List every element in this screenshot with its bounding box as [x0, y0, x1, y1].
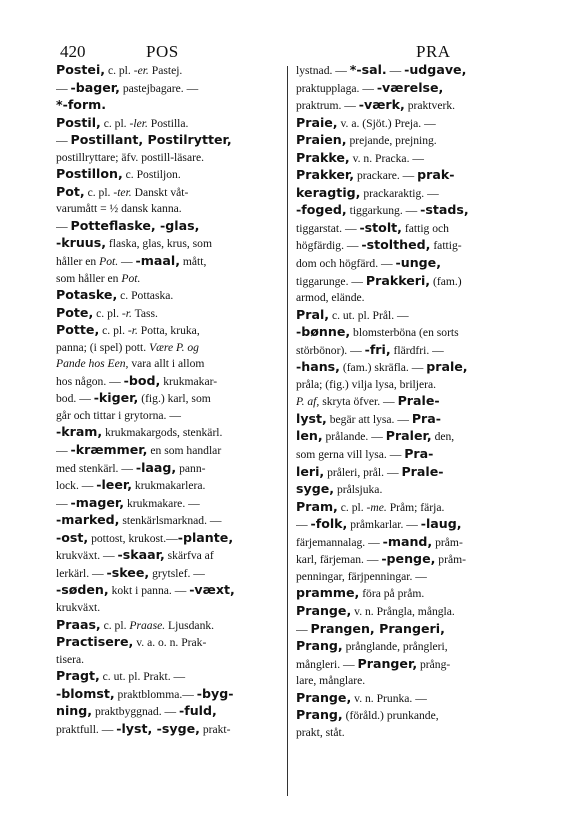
dictionary-line: störbönor). — -fri, flärdfri. —: [296, 341, 444, 357]
dictionary-line: som gerna vill lysa. — Pra-: [296, 446, 434, 462]
dictionary-line: Prang, prånglande, prångleri,: [296, 638, 448, 654]
dictionary-line: håller en Pot. — -maal, mått,: [56, 253, 207, 269]
dictionary-line: pramme, föra på pråm.: [296, 585, 425, 601]
dictionary-line: len, prålande. — Praler, den,: [296, 428, 455, 444]
dictionary-line: armod, elände.: [296, 291, 365, 305]
dictionary-line: Praie, v. a. (Sjöt.) Preja. —: [296, 114, 436, 130]
dictionary-line: bod. — -kiger, (fig.) karl, som: [56, 390, 211, 406]
column-divider: [287, 66, 288, 796]
dictionary-line: praktfull. — -lyst, -syge, prakt-: [56, 720, 231, 736]
dictionary-line: lock. — -leer, krukmakarlera.: [56, 477, 206, 493]
dictionary-line: färjemannalag. — -mand, pråm-: [296, 533, 463, 549]
dictionary-line: som håller en Pot.: [56, 271, 141, 285]
dictionary-line: -kruus, flaska, glas, krus, som: [56, 235, 212, 251]
dictionary-line: Pral, c. ut. pl. Prål. —: [296, 306, 409, 322]
dictionary-line: varumått = ½ dansk kanna.: [56, 202, 182, 216]
dictionary-line: -søden, kokt i panna. — -væxt,: [56, 582, 235, 598]
dictionary-line: keragtig, prackaraktig. —: [296, 184, 439, 200]
dictionary-line: postillryttare; äfv. postill-läsare.: [56, 150, 204, 164]
dictionary-line: -marked, stenkärlsmarknad. —: [56, 512, 222, 528]
dictionary-line: Pragt, c. ut. pl. Prakt. —: [56, 668, 186, 684]
dictionary-line: Prakker, prackare. — prak-: [296, 167, 455, 183]
dictionary-line: prakt, ståt.: [296, 725, 345, 739]
dictionary-line: panna; (i spel) pott. Være P. og: [56, 340, 199, 354]
dictionary-line: högfärdig. — -stolthed, fattig-: [296, 237, 462, 253]
dictionary-line: lyst, begär att lysa. — Pra-: [296, 410, 441, 426]
dictionary-line: Postil, c. pl. -ler. Postilla.: [56, 114, 189, 130]
dictionary-line: lare, månglare.: [296, 674, 366, 688]
dictionary-line: Praien, prejande, prejning.: [296, 132, 437, 148]
dictionary-line: — -kræmmer, en som handlar: [56, 442, 222, 458]
dictionary-line: -bønne, blomsterböna (en sorts: [296, 324, 459, 340]
dictionary-line: Prakke, v. n. Pracka. —: [296, 149, 424, 165]
dictionary-line: praktrum. — -værk, praktverk.: [296, 97, 456, 113]
dictionary-line: tiggarstat. — -stolt, fattig och: [296, 219, 449, 235]
dictionary-line: Prang, (föråld.) prunkande,: [296, 707, 439, 723]
right-column: [296, 62, 521, 741]
dictionary-line: Practisere, v. a. o. n. Prak-: [56, 634, 207, 650]
dictionary-line: — -folk, pråmkarlar. — -laug,: [296, 516, 462, 532]
dictionary-line: pråla; (fig.) vilja lysa, briljera.: [296, 377, 437, 391]
dictionary-line: dom och högfärd. — -unge,: [296, 255, 441, 271]
dictionary-line: Postillon, c. Postiljon.: [56, 166, 181, 182]
dictionary-line: Pram, c. pl. -me. Pråm; färja.: [296, 498, 445, 514]
dictionary-line: praktupplaga. — -værelse,: [296, 79, 444, 95]
dictionary-line: -hans, (fam.) skräfla. — prale,: [296, 359, 468, 375]
dictionary-line: syge, prålsjuka.: [296, 481, 383, 497]
dictionary-line: mångleri. — Pranger, prång-: [296, 655, 451, 671]
dictionary-line: Pande hos Een, vara allt i allom: [56, 357, 205, 371]
dictionary-line: Prange, v. n. Prångla, mångla.: [296, 602, 455, 618]
running-head-right: PRA: [416, 42, 451, 61]
left-column: [56, 62, 281, 738]
dictionary-line: *-form.: [56, 97, 107, 113]
dictionary-line: Pot, c. pl. -ter. Danskt våt-: [56, 183, 189, 199]
dictionary-line: — -bager, pastejbagare. —: [56, 79, 199, 95]
dictionary-line: tiggarunge. — Prakkeri, (fam.): [296, 272, 462, 288]
running-head-left: POS: [146, 42, 179, 61]
dictionary-line: -blomst, praktblomma.— -byg-: [56, 685, 234, 701]
dictionary-line: penningar, färjpenningar. —: [296, 569, 427, 583]
dictionary-line: P. af, skryta öfver. — Prale-: [296, 393, 440, 409]
dictionary-line: leri, pråleri, prål. — Prale-: [296, 463, 444, 479]
dictionary-line: karl, färjeman. — -penge, pråm-: [296, 551, 466, 567]
page-number: 420: [60, 42, 86, 61]
dictionary-line: lerkärl. — -skee, grytslef. —: [56, 564, 205, 580]
dictionary-line: Postei, c. pl. -er. Pastej.: [56, 62, 183, 77]
dictionary-line: krukväxt.: [56, 600, 101, 614]
dictionary-line: lystnad. — *-sal. — -udgave,: [296, 62, 467, 77]
dictionary-line: Potaske, c. Pottaska.: [56, 287, 174, 303]
dictionary-line: Prange, v. n. Prunka. —: [296, 689, 427, 705]
dictionary-line: tisera.: [56, 652, 85, 666]
dictionary-line: -foged, tiggarkung. — -stads,: [296, 202, 469, 218]
dictionary-line: — Prangen, Prangeri,: [296, 620, 445, 636]
dictionary-line: Praas, c. pl. Praase. Ljusdank.: [56, 616, 215, 632]
dictionary-line: -kram, krukmakargods, stenkärl.: [56, 424, 223, 440]
dictionary-line: — -mager, krukmakare. —: [56, 494, 200, 510]
dictionary-line: -ost, pottost, krukost.—-plante,: [56, 529, 234, 545]
dictionary-line: krukväxt. — -skaar, skärfva af: [56, 547, 214, 563]
dictionary-line: ning, praktbyggnad. — -fuld,: [56, 703, 217, 719]
dictionary-line: hos någon. — -bod, krukmakar-: [56, 372, 218, 388]
dictionary-line: — Postillant, Postilrytter,: [56, 132, 232, 148]
dictionary-line: — Potteflaske, -glas,: [56, 217, 200, 233]
dictionary-line: med stenkärl. — -laag, pann-: [56, 459, 206, 475]
dictionary-line: Pote, c. pl. -r. Tass.: [56, 304, 158, 320]
dictionary-line: Potte, c. pl. -r. Potta, kruka,: [56, 322, 200, 338]
dictionary-line: går och tittar i grytorna. —: [56, 408, 181, 422]
